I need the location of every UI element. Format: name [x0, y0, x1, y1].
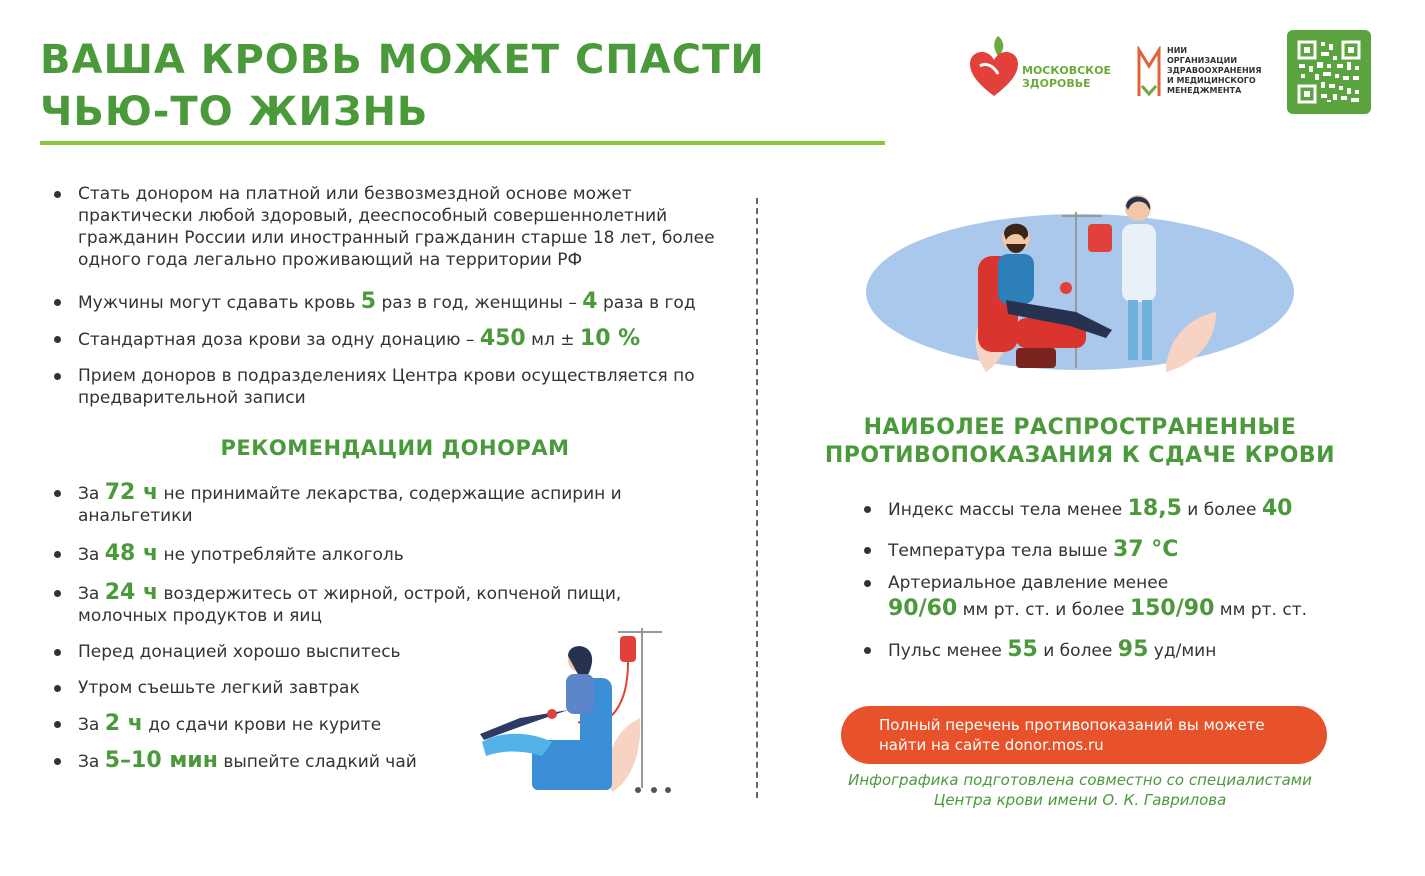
- man-donor-illustration: [866, 192, 1296, 378]
- column-divider: [756, 198, 758, 798]
- nii-emblem-icon: [1136, 46, 1162, 98]
- credit-line-2: Центра крови имени О. К. Гаврилова: [933, 791, 1227, 809]
- list-item: Индекс массы тела менее 18,5 и более 40: [862, 498, 1342, 521]
- nii-line-1: НИИ: [1167, 46, 1188, 55]
- woman-donor-illustration: [462, 622, 674, 798]
- title-line-2: ЧЬЮ-ТО ЖИЗНЬ: [40, 89, 429, 135]
- list-item: Утром съешьте легкий завтрак: [52, 677, 652, 699]
- moscow-health-logo: [968, 32, 1118, 102]
- list-item: Температура тела выше 37 °С: [862, 539, 1342, 562]
- list-item: Прием доноров в подразделениях Центра крови осуществляется по предварительной записи: [52, 365, 722, 409]
- contraindications-list: [862, 498, 1342, 662]
- nii-line-2: ОРГАНИЗАЦИИ: [1167, 56, 1238, 65]
- heart-leaf-icon: [968, 32, 1020, 98]
- list-item: За 48 ч не употребляйте алкоголь: [52, 543, 652, 566]
- contraindications-link-banner[interactable]: [841, 706, 1327, 764]
- qr-code-icon[interactable]: [1287, 30, 1371, 114]
- moscow-health-line-2: ЗДОРОВЬЕ: [1022, 77, 1091, 90]
- title-line-1: ВАША КРОВЬ МОЖЕТ СПАСТИ: [40, 37, 765, 83]
- contraindications-heading-line-1: НАИБОЛЕЕ РАСПРОСТРАНЕННЫЕ: [863, 415, 1297, 440]
- list-item: За 72 ч не принимайте лекарства, содержащие аспирин и анальгетики: [52, 482, 652, 527]
- cta-line-1: Полный перечень противопоказаний вы можете: [879, 716, 1265, 734]
- list-item: За 2 ч до сдачи крови не курите: [52, 713, 652, 736]
- title-underline: [40, 141, 885, 145]
- list-item: За 5–10 мин выпейте сладкий чай: [52, 750, 652, 773]
- list-item: Перед донацией хорошо выспитесь: [52, 641, 652, 663]
- nii-logo: [1136, 44, 1266, 100]
- list-item: Стать донором на платной или безвозмездной основе может практически любой здоровый, дееспособный совершеннолетний гражданин России или иностранный гражданин старше 18 лет, более одного года легально проживающий на территории РФ: [52, 183, 722, 271]
- list-item: Артериальное давление менее 90/60 мм рт. ст. и более 150/90 мм рт. ст.: [862, 572, 1342, 621]
- nii-line-5: МЕНЕДЖМЕНТА: [1167, 86, 1242, 95]
- nii-line-3: ЗДРАВООХРАНЕНИЯ: [1167, 66, 1262, 75]
- general-info-list: [52, 183, 722, 409]
- list-item: Стандартная доза крови за одну донацию – 450 мл ± 10 %: [52, 328, 722, 351]
- page-title: [40, 34, 765, 138]
- moscow-health-line-1: МОСКОВСКОЕ: [1022, 64, 1112, 77]
- contraindications-heading-line-2: ПРОТИВОПОКАЗАНИЯ К СДАЧЕ КРОВИ: [824, 443, 1336, 468]
- recommendations-heading: РЕКОМЕНДАЦИИ ДОНОРАМ: [220, 436, 570, 460]
- contraindications-heading: [820, 414, 1340, 470]
- list-item: Пульс менее 55 и более 95 уд/мин: [862, 639, 1342, 662]
- credit-note: [830, 770, 1330, 810]
- nii-line-4: И МЕДИЦИНСКОГО: [1167, 76, 1256, 85]
- list-item: За 24 ч воздержитесь от жирной, острой, копченой пищи, молочных продуктов и яиц: [52, 582, 652, 627]
- cta-line-2: найти на сайте donor.mos.ru: [879, 736, 1104, 754]
- credit-line-1: Инфографика подготовлена совместно со специалистами: [848, 771, 1312, 789]
- list-item: Мужчины могут сдавать кровь 5 раз в год, женщины – 4 раза в год: [52, 291, 722, 314]
